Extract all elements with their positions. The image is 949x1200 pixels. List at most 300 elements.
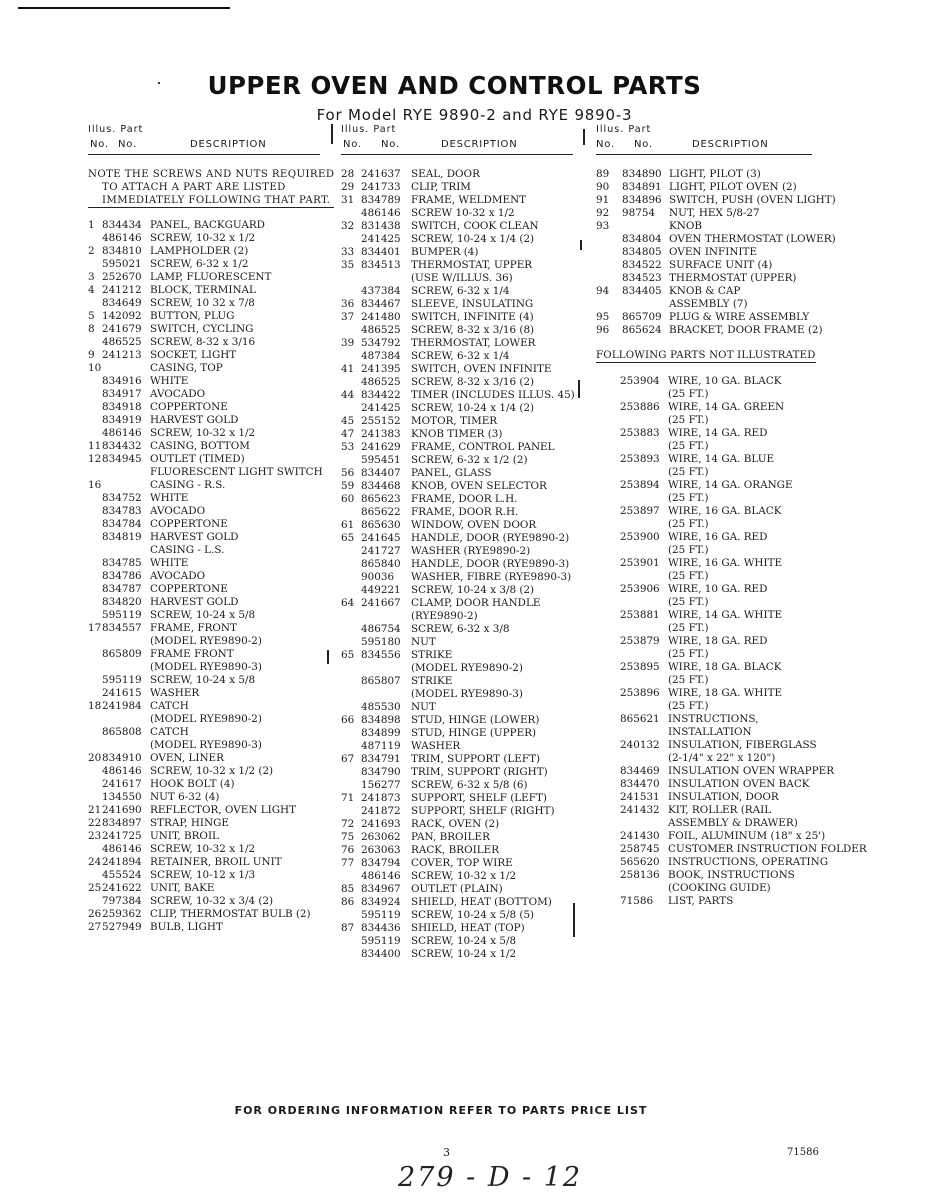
part-no: 263063 [361, 844, 401, 856]
part-no: 486146 [102, 843, 142, 855]
part-no: 241667 [361, 597, 401, 609]
part-row [341, 818, 573, 831]
illus-no: 39 [341, 337, 355, 349]
part-no: 241622 [102, 882, 142, 894]
part-no: 834649 [102, 297, 142, 309]
document-code: 71586 [787, 1147, 819, 1158]
part-no: 865709 [622, 311, 662, 323]
part-no: 834432 [102, 440, 142, 452]
part-description: WIRE, 18 GA. BLACK [668, 661, 782, 673]
part-row [88, 479, 320, 492]
part-row [341, 493, 573, 506]
part-description: TRIM, SUPPORT (LEFT) [411, 753, 541, 765]
part-row [596, 285, 812, 298]
part-row [88, 596, 320, 609]
part-description: CLAMP, DOOR HANDLE [411, 597, 541, 609]
illus-no: 71 [341, 792, 355, 804]
part-row [596, 544, 812, 557]
part-no: 259362 [102, 908, 142, 920]
part-description: NUT [411, 636, 436, 648]
part-description: WIRE, 16 GA. BLACK [668, 505, 782, 517]
part-description: KNOB, OVEN SELECTOR [411, 480, 547, 492]
part-no: 486525 [361, 376, 401, 388]
illus-no: 47 [341, 428, 355, 440]
part-row [88, 310, 320, 323]
part-row [341, 883, 573, 896]
part-row [341, 714, 573, 727]
part-description: RETAINER, BROIL UNIT [150, 856, 282, 868]
part-no: 834899 [361, 727, 401, 739]
part-no: 241617 [102, 778, 142, 790]
part-description: COVER, TOP WIRE [411, 857, 513, 869]
part-description: SLEEVE, INSULATING [411, 298, 534, 310]
part-no: 834897 [102, 817, 142, 829]
ordering-footer: FOR ORDERING INFORMATION REFER TO PARTS PRICE LIST [234, 1104, 648, 1117]
illus-no: 66 [341, 714, 355, 726]
part-no: 241637 [361, 168, 401, 180]
part-row [88, 531, 320, 544]
part-description: WIRE, 18 GA. RED [668, 635, 768, 647]
illus-no: 5 [88, 310, 95, 322]
part-row [341, 571, 573, 584]
part-no: 253886 [620, 401, 660, 413]
part-description: RACK, BROILER [411, 844, 500, 856]
part-description: NUT 6-32 (4) [150, 791, 220, 803]
part-row [341, 688, 573, 701]
part-description: (MODEL RYE9890-3) [150, 739, 262, 751]
part-row [88, 349, 320, 362]
part-description: CATCH [150, 726, 189, 738]
note-line: IMMEDIATELY FOLLOWING THAT PART. [88, 194, 334, 208]
part-description: AVOCADO [150, 570, 206, 582]
part-description: (25 FT.) [668, 674, 709, 686]
parts-list [596, 168, 836, 337]
part-row [88, 362, 320, 375]
part-no: 834407 [361, 467, 401, 479]
part-row [88, 453, 320, 466]
part-row [596, 259, 812, 272]
illus-part-header: Illus. Part [596, 124, 652, 135]
part-no: 253896 [620, 687, 660, 699]
part-description: SHIELD, HEAT (TOP) [411, 922, 525, 934]
part-description: SWITCH, PUSH (OVEN LIGHT) [669, 194, 836, 206]
part-row [88, 466, 323, 479]
part-row [341, 896, 573, 909]
illus-no: 93 [596, 220, 610, 232]
illus-no: 10 [88, 362, 102, 374]
part-row [341, 311, 573, 324]
illus-no: 76 [341, 844, 355, 856]
parts-list [341, 168, 573, 961]
part-no: 241615 [102, 687, 142, 699]
part-row [88, 804, 320, 817]
part-row [88, 791, 320, 804]
part-row [341, 415, 573, 428]
illus-no: 9 [88, 349, 95, 361]
part-description: (MODEL RYE9890-2) [150, 713, 262, 725]
illus-no: 61 [341, 519, 355, 531]
part-description: ASSEMBLY & DRAWER) [668, 817, 798, 829]
part-description: STRIKE [411, 649, 453, 661]
part-row [341, 532, 573, 545]
part-no: 834898 [361, 714, 401, 726]
part-description: OVEN INFINITE [669, 246, 758, 258]
part-row [596, 220, 812, 233]
part-row [88, 765, 320, 778]
part-description: WIRE, 14 GA. ORANGE [668, 479, 793, 491]
part-description: NUT, HEX 5/8-27 [669, 207, 760, 219]
part-row [88, 713, 320, 726]
part-description: SCREW, 10 32 x 7/8 [150, 297, 255, 309]
part-description: FRAME, CONTROL PANEL [411, 441, 555, 453]
part-no: 486146 [361, 207, 401, 219]
part-description: CUSTOMER INSTRUCTION FOLDER [668, 843, 867, 855]
illus-no: 64 [341, 597, 355, 609]
illus-no: 77 [341, 857, 355, 869]
part-description: SCREW, 10-24 x 5/8 (5) [411, 909, 535, 921]
part-no: 834785 [102, 557, 142, 569]
part-no: 241480 [361, 311, 401, 323]
part-row [341, 506, 573, 519]
part-row [88, 882, 320, 895]
part-row [341, 766, 573, 779]
part-description: WASHER (RYE9890-2) [411, 545, 531, 557]
part-description: CASING, BOTTOM [150, 440, 250, 452]
part-no: 241733 [361, 181, 401, 193]
part-description: (25 FT.) [668, 492, 709, 504]
part-row [596, 713, 812, 726]
part-row [596, 414, 812, 427]
part-row [88, 843, 320, 856]
part-no: 834791 [361, 753, 401, 765]
part-row [596, 233, 836, 246]
part-description: WASHER [411, 740, 461, 752]
part-row [88, 557, 320, 570]
part-description: SCREW, 8-32 x 3/16 (8) [411, 324, 535, 336]
part-row [341, 701, 573, 714]
part-row [88, 570, 320, 583]
part-description: SURFACE UNIT (4) [669, 259, 773, 271]
illus-no: 86 [341, 896, 355, 908]
illus-no: 67 [341, 753, 355, 765]
part-no: 834910 [102, 752, 142, 764]
part-no: 486525 [102, 336, 142, 348]
part-description: BULB, LIGHT [150, 921, 223, 933]
part-no-header: No. [634, 139, 654, 150]
part-no: 241425 [361, 402, 401, 414]
part-row [88, 492, 320, 505]
part-description: MOTOR, TIMER [411, 415, 498, 427]
part-description: STUD, HINGE (LOWER) [411, 714, 540, 726]
part-row [596, 609, 812, 622]
illus-part-header: Illus. Part [88, 124, 144, 135]
part-description: LIGHT, PILOT OVEN (2) [669, 181, 797, 193]
part-no: 486146 [102, 765, 142, 777]
part-row [88, 908, 320, 921]
part-description: HARVEST GOLD [150, 596, 239, 608]
part-row [341, 233, 573, 246]
part-row [341, 636, 573, 649]
illus-no: 23 [88, 830, 102, 842]
part-row [341, 909, 573, 922]
part-row [341, 259, 573, 272]
part-no: 71586 [620, 895, 654, 907]
part-row [596, 207, 812, 220]
part-description: SCREW, 10-24 x 1/4 (2) [411, 402, 535, 414]
part-description: (25 FT.) [668, 544, 709, 556]
part-description: (RYE9890-2) [411, 610, 478, 622]
part-row [596, 388, 812, 401]
part-row [341, 545, 573, 558]
part-description: FRAME, DOOR L.H. [411, 493, 518, 505]
part-description: FOIL, ALUMINUM (18" x 25') [668, 830, 826, 842]
page-title: UPPER OVEN AND CONTROL PARTS [207, 71, 702, 100]
part-description: WIRE, 14 GA. WHITE [668, 609, 783, 621]
part-no: 865807 [361, 675, 401, 687]
part-row [341, 649, 573, 662]
part-description: OUTLET (TIMED) [150, 453, 245, 465]
part-row [88, 830, 320, 843]
illus-no: 4 [88, 284, 95, 296]
part-row [596, 700, 812, 713]
part-description: TRIM, SUPPORT (RIGHT) [411, 766, 548, 778]
part-row [88, 258, 320, 271]
part-no: 834924 [361, 896, 401, 908]
part-description: WIRE, 16 GA. WHITE [668, 557, 783, 569]
part-no: 241425 [361, 233, 401, 245]
part-no: 486754 [361, 623, 401, 635]
part-description: THERMOSTAT, LOWER [411, 337, 536, 349]
part-no: 252670 [102, 271, 142, 283]
part-description: LIST, PARTS [668, 895, 734, 907]
column-header [341, 139, 573, 155]
part-no: 834794 [361, 857, 401, 869]
description-header: DESCRIPTION [190, 139, 267, 150]
illus-no: 41 [341, 363, 355, 375]
column-header [88, 139, 320, 155]
part-row [596, 479, 812, 492]
part-row [341, 389, 573, 402]
illus-no: 36 [341, 298, 355, 310]
part-row [596, 427, 812, 440]
part-row [596, 492, 812, 505]
part-description: SCREW, 10-32 x 1/2 [150, 427, 256, 439]
part-row [341, 337, 573, 350]
part-no: 834945 [102, 453, 142, 465]
part-no: 263062 [361, 831, 401, 843]
part-row [341, 922, 573, 935]
part-row [341, 454, 573, 467]
part-description: INSULATION, FIBERGLASS [668, 739, 817, 751]
part-row [88, 271, 320, 284]
part-no: 834790 [361, 766, 401, 778]
part-row [341, 779, 573, 792]
illus-no: 37 [341, 311, 355, 323]
part-row [341, 350, 573, 363]
part-no: 797384 [102, 895, 142, 907]
top-rule [18, 7, 230, 9]
part-description: SCREW, 10-32 x 3/4 (2) [150, 895, 274, 907]
illus-no: 32 [341, 220, 355, 232]
part-row [88, 635, 320, 648]
part-no: 241645 [361, 532, 401, 544]
illus-no: 24 [88, 856, 102, 868]
part-no: 253897 [620, 505, 660, 517]
illus-no: 96 [596, 324, 610, 336]
part-no: 865623 [361, 493, 401, 505]
part-row [341, 948, 573, 961]
part-description: (25 FT.) [668, 570, 709, 582]
part-description: KNOB TIMER (3) [411, 428, 503, 440]
part-description: SCREW, 8-32 x 3/16 (2) [411, 376, 535, 388]
illus-no: 89 [596, 168, 610, 180]
part-no: 241395 [361, 363, 401, 375]
part-row [88, 726, 320, 739]
illus-no: 21 [88, 804, 102, 816]
part-description: WIRE, 10 GA. BLACK [668, 375, 782, 387]
part-description: BLOCK, TERMINAL [150, 284, 256, 296]
part-no: 527949 [102, 921, 142, 933]
part-no: 834401 [361, 246, 401, 258]
part-row [88, 661, 320, 674]
part-description: BRACKET, DOOR FRAME (2) [669, 324, 823, 336]
part-no: 834556 [361, 649, 401, 661]
part-description: INSTALLATION [668, 726, 752, 738]
part-row [88, 674, 320, 687]
part-description: WIRE, 14 GA. BLUE [668, 453, 775, 465]
part-description: (25 FT.) [668, 518, 709, 530]
part-description: LAMPHOLDER (2) [150, 245, 249, 257]
part-row [341, 285, 573, 298]
part-no: 834819 [102, 531, 142, 543]
part-description: OVEN THERMOSTAT (LOWER) [669, 233, 836, 245]
part-description: HARVEST GOLD [150, 531, 239, 543]
part-no: 595119 [361, 935, 401, 947]
part-description: PAN, BROILER [411, 831, 490, 843]
part-no: 834436 [361, 922, 401, 934]
part-no: 834917 [102, 388, 142, 400]
part-row [341, 623, 573, 636]
note-line: TO ATTACH A PART ARE LISTED [102, 182, 286, 193]
part-description: ASSEMBLY (7) [669, 298, 748, 310]
illus-no: 18 [88, 700, 102, 712]
illus-no: 53 [341, 441, 355, 453]
part-row [88, 323, 320, 336]
part-row [341, 675, 573, 688]
illus-no: 65 [341, 649, 355, 661]
part-description: CLIP, TRIM [411, 181, 471, 193]
part-no: 834804 [622, 233, 662, 245]
column-divider [573, 903, 575, 937]
part-row [596, 466, 812, 479]
part-no: 834468 [361, 480, 401, 492]
part-row [596, 882, 812, 895]
part-description: FRAME, DOOR R.H. [411, 506, 519, 518]
unillustrated-parts-list [596, 375, 867, 908]
part-description: NUT [411, 701, 436, 713]
part-row [341, 805, 573, 818]
part-row [596, 856, 829, 869]
part-row [341, 597, 573, 610]
part-row [596, 272, 812, 285]
part-row [341, 753, 573, 766]
part-row [341, 246, 573, 259]
part-description: THERMOSTAT, UPPER [411, 259, 533, 271]
part-no: 241727 [361, 545, 401, 557]
part-description: SCREW, 6-32 x 3/8 [411, 623, 510, 635]
part-description: LAMP, FLUORESCENT [150, 271, 272, 283]
part-description: SWITCH, OVEN INFINITE [411, 363, 552, 375]
part-row [596, 765, 835, 778]
part-no: 834820 [102, 596, 142, 608]
note-line: NOTE THE SCREWS AND NUTS REQUIRED [88, 169, 335, 180]
page-subtitle: For Model RYE 9890-2 and RYE 9890-3 [316, 106, 633, 124]
part-no: 241984 [102, 700, 142, 712]
illus-no: 22 [88, 817, 102, 829]
part-row [596, 375, 812, 388]
part-description: (25 FT.) [668, 414, 709, 426]
part-row [341, 740, 573, 753]
part-row [596, 726, 812, 739]
part-row [596, 557, 812, 570]
part-row [88, 700, 320, 713]
part-description: PLUG & WIRE ASSEMBLY [669, 311, 810, 323]
illus-no: 91 [596, 194, 610, 206]
illus-no: 44 [341, 389, 355, 401]
part-row [88, 232, 320, 245]
part-row [341, 324, 573, 337]
part-row [341, 272, 573, 285]
part-row [596, 168, 812, 181]
part-description: PANEL, BACKGUARD [150, 219, 265, 231]
part-row [596, 324, 823, 337]
part-no: 865630 [361, 519, 401, 531]
part-description: SHIELD, HEAT (BOTTOM) [411, 896, 552, 908]
part-row [596, 622, 812, 635]
part-description: SCREW 10-32 x 1/2 [411, 207, 515, 219]
part-row [341, 467, 573, 480]
part-description: SCREW, 10-24 x 3/8 (2) [411, 584, 535, 596]
part-row [596, 895, 812, 908]
part-description: CLIP, THERMOSTAT BULB (2) [150, 908, 311, 920]
part-description: STRAP, HINGE [150, 817, 230, 829]
part-row [88, 622, 320, 635]
part-no: 241894 [102, 856, 142, 868]
part-description: SCREW, 10-32 x 1/2 [150, 843, 256, 855]
part-row [88, 856, 320, 869]
part-row [88, 284, 320, 297]
part-no: 834467 [361, 298, 401, 310]
illus-no: 60 [341, 493, 355, 505]
part-description: WIRE, 10 GA. RED [668, 583, 768, 595]
part-no: 486146 [102, 427, 142, 439]
part-row [341, 181, 573, 194]
part-row [88, 648, 320, 661]
page-number: 3 [443, 1146, 450, 1159]
part-description: BUMPER (4) [411, 246, 479, 258]
part-description: (25 FT.) [668, 648, 709, 660]
part-no: 865621 [620, 713, 660, 725]
illus-no-header: No. [596, 139, 616, 150]
part-no: 565620 [620, 856, 660, 868]
part-description: SCREW, 6-32 x 1/4 [411, 350, 510, 362]
part-row [88, 505, 320, 518]
illus-no: 59 [341, 480, 355, 492]
part-description: HOOK BOLT (4) [150, 778, 235, 790]
part-row [341, 480, 573, 493]
part-description: (25 FT.) [668, 466, 709, 478]
part-row [341, 831, 573, 844]
